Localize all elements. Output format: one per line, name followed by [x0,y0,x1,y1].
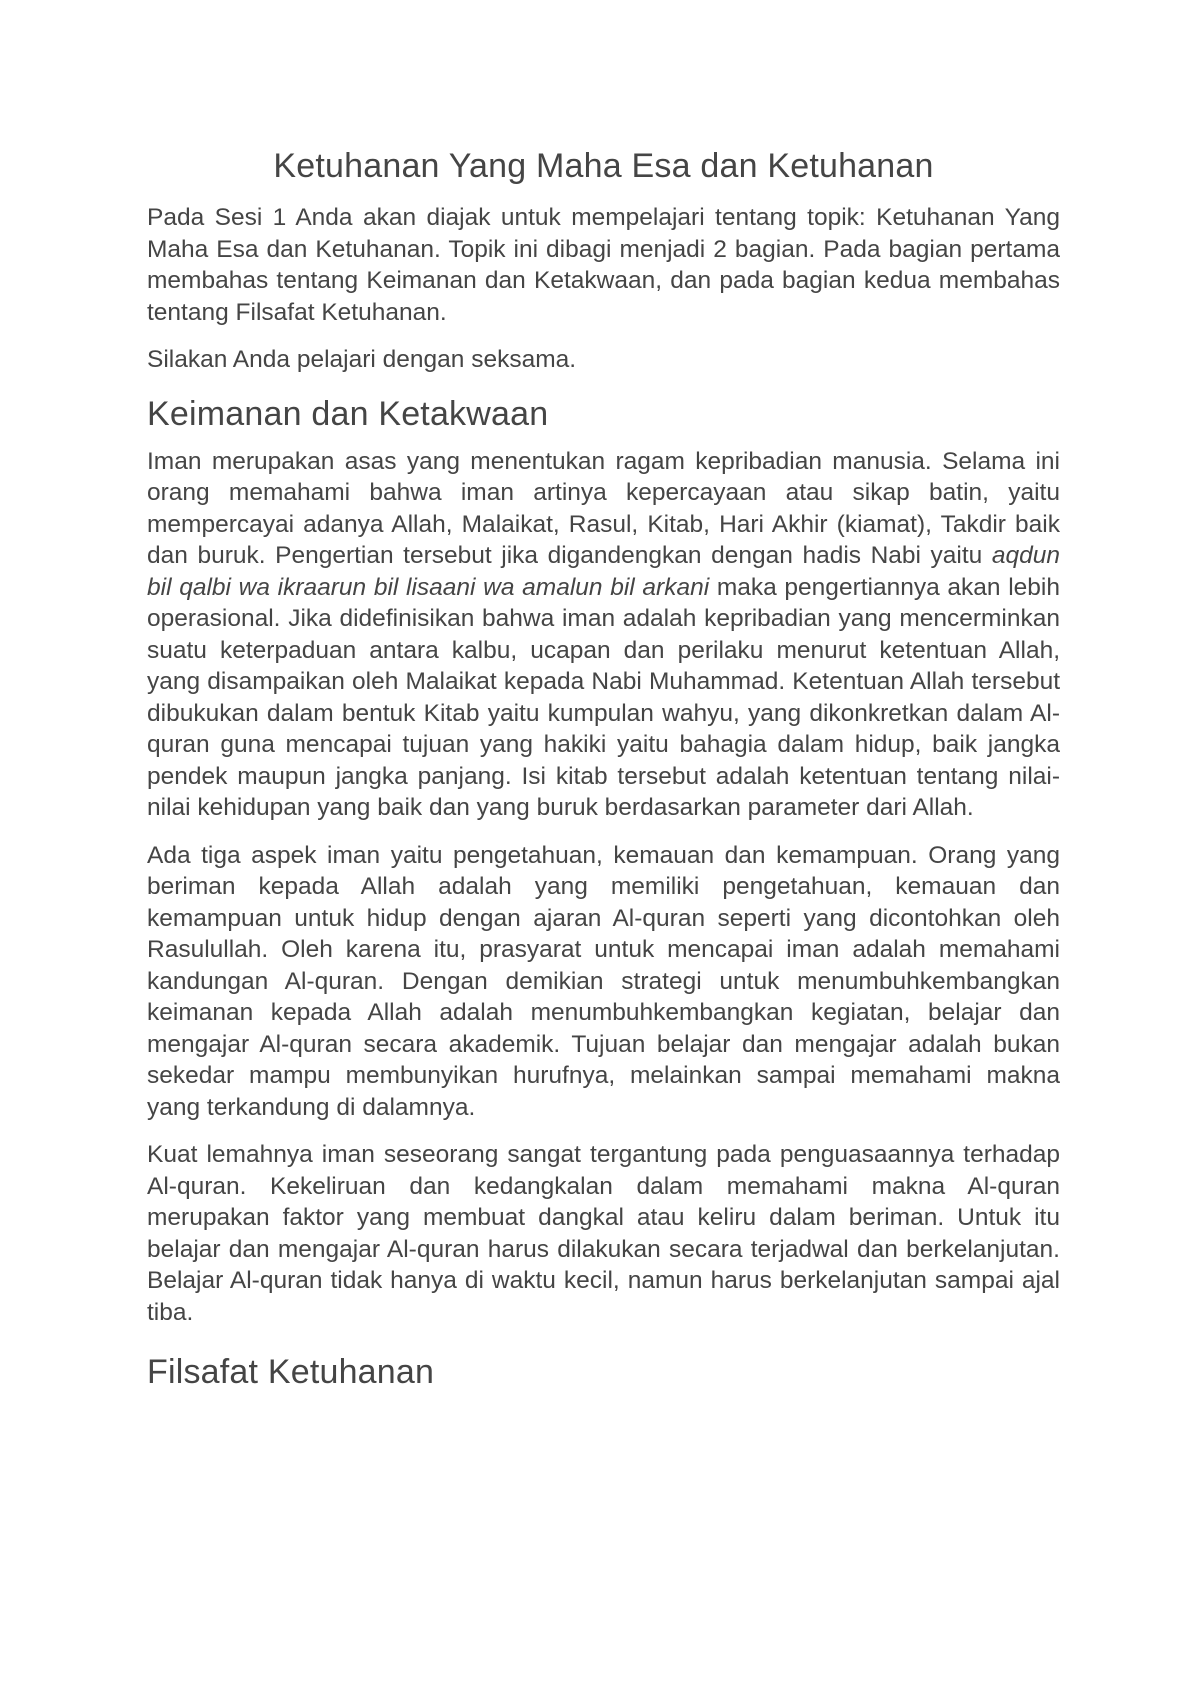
section-heading-filsafat: Filsafat Ketuhanan [147,1353,435,1391]
intro-paragraph: Pada Sesi 1 Anda akan diajak untuk mempelajari tentang topik: Ketuhanan Yang Maha Esa dan Ketuhanan. Topik ini dibagi menjadi 2 bagian. Pada bagian pertama membahas tentang Keimanan dan Ketakwaan, dan pada bagian kedua membahas tentang Filsafat Ketuhanan. [147,204,1060,326]
section-heading-keimanan: Keimanan dan Ketakwaan [147,394,549,433]
section1-paragraph-2: Ada tiga aspek iman yaitu pengetahuan, kemauan dan kemampuan. Orang yang beriman kepada Allah adalah yang memiliki pengetahuan, kemauan dan kemampuan untuk hidup dengan ajaran Al-quran seperti yang dicontohkan oleh Rasulullah. Oleh karena itu, prasyarat untuk mencapai iman adalah memahami kandungan Al-quran. Dengan demikian strategi untuk menumbuhkembangkan keimanan kepada Allah adalah menumbuhkembangkan kegiatan, belajar dan mengajar Al-quran secara akademik. Tujuan belajar dan mengajar adalah bukan sekedar mampu membunyikan hurufnya, melainkan sampai memahami makna yang terkandung di dalamnya. [147,841,1060,1121]
document-title: Ketuhanan Yang Maha Esa dan Ketuhanan [273,147,934,185]
section1-paragraph-3: Kuat lemahnya iman seseorang sangat tergantung pada penguasaannya terhadap Al-quran. Kekeliruan dan kedangkalan dalam memahami makna Al-quran merupakan faktor yang membuat dangkal atau keliru dalam beriman. Untuk itu belajar dan mengajar Al-quran harus dilakukan secara terjadwal dan berkelanjutan. Belajar Al-quran tidak hanya di waktu kecil, namun harus berkelanjutan sampai ajal tiba. [147,1141,1060,1326]
section1-p1-text-after: maka pengertiannya akan lebih operasional. Jika didefinisikan bahwa iman adalah kepribadian yang mencerminkan suatu keterpaduan antara kalbu, ucapan dan perilaku menurut ketentuan Allah, yang disampaikan oleh Malaikat kepada Nabi Muhammad. Ketentuan Allah tersebut dibukukan dalam bentuk Kitab yaitu kumpulan wahyu, yang dikonkretkan dalam Al-quran guna mencapai tujuan yang hakiki yaitu bahagia dalam hidup, baik jangka pendek maupun jangka panjang. Isi kitab tersebut adalah ketentuan tentang nilai-nilai kehidupan yang baik dan yang buruk berdasarkan parameter dari Allah. [147,573,1060,821]
intro-instruction: Silakan Anda pelajari dengan seksama. [147,346,577,373]
document-page [147,144,1060,1404]
hadith-italic-text: aqdun bil qalbi wa ikraarun bil lisaani wa amalun bil arkani [147,542,1060,601]
section1-paragraph-1 [147,446,1060,824]
section1-p1-text-before: Iman merupakan asas yang menentukan ragam kepribadian manusia. Selama ini orang memahami bahwa iman artinya kepercayaan atau sikap batin, yaitu mempercayai adanya Allah, Malaikat, Rasul, Kitab, Hari Akhir (kiamat), Takdir baik dan buruk. Pengertian tersebut jika digandengkan dengan hadis Nabi yaitu [147,447,1060,569]
